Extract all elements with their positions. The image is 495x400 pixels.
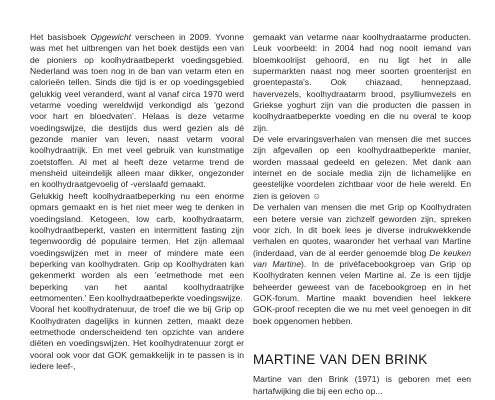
paragraph-text: Het basisboek	[30, 32, 91, 42]
paragraph-ervaringsverhalen: De vele ervaringsverhalen van mensen die met succes zijn afgevallen op een koolhydraatbeperkte manier, worden massaal gedeeld en gelezen. Met dank aan internet en de sociale media zijn de lichamelijke en geestelijke voordelen zichtbaar voor de hele wereld. En zien is geloven ☺	[253, 134, 471, 201]
paragraph-producten: gemaakt van vetarme naar koolhydraatarme producten. Leuk voorbeeld: in 2004 had nog nooit iemand van bloemkoolrijst gehoord, en nu ligt het in alle supermarkten naast nog meer soorten groenterijst en groentepasta's. Ook chiazaad, hennepzaad, havervezels, koolhydraatarm brood, psylliumvezels en Griekse yoghurt zijn van die producten die passen in koolhydraatbeperkte voeding en die nu overal te koop zijn.	[253, 32, 471, 133]
right-column	[253, 32, 471, 397]
paragraph-basisboek	[30, 32, 244, 191]
paragraph-martine-bio: Martine van den Brink (1971) is geboren met een hartafwijking die bij een echo op...	[253, 374, 471, 396]
section-heading: MARTINE VAN DEN BRINK	[253, 351, 428, 367]
paragraph-verhalen	[253, 202, 471, 327]
paragraph-text: ). In de privéfacebookgroep van Grip op Koolhydraten kennen velen Martine al. Ze is een tijdje beheerder geweest van de facebookgroep en in het GOK-forum. Martine maakt bovendien heel lekkere GOK-proof recepten die we nu met veel genoegen in dit boek opgenomen hebben.	[253, 258, 471, 326]
left-column	[30, 32, 244, 372]
book-title-italic: Opgewicht	[90, 32, 131, 42]
blog-title-italic: De keuken van Martine	[253, 247, 471, 269]
paragraph-koolhydratenuur: Vooral het koolhydratenuur, de troef die we bij Grip op Koolhydraten dagelijks in kunnen zetten, maakt deze eetmethode onderscheidend ten opzichte van andere diëten en voedingswijzen. Het koolhydratenuur zorgt er vooral ook voor dat GOK gemakkelijk in te passen is in iedere leef-,	[30, 304, 244, 371]
paragraph-koolhydraatbeperking: Gelukkig heeft koolhydraatbeperking nu een enorme opmars gemaakt en is het niet meer weg te denken in voedingsland. Ketogeen, low carb, koolhydraatarm, koolhydraatbeperkt, vasten en intermittent fasting zijn tegenwoordig dé populaire termen. Het zijn allemaal voedingswijzen met in meer of mindere mate een beperking van koolhydraten. Grip op Koolhydraten kan gekenmerkt worden als een 'eetmethode met een beperking van het aantal koolhydraatrijke eetmomenten.' Een koolhydraatbeperkte voedingswijze.	[30, 190, 244, 303]
paragraph-text: De verhalen van mensen die met Grip op Koolhydraten een betere versie van zichzelf geworden zijn, spreken voor zich. In dit boek lees je diverse indrukwekkende verhalen en quotes, waaronder het verhaal van Martine (inderdaad, van de al eerder genoemde blog	[253, 202, 471, 258]
paragraph-text: verscheen in 2009. Yvonne was met het uitbrengen van het boek destijds een van de pioniers op koolhydraatbeperkt voedingsgebied. Nederland was toen nog in de ban van vetarm eten en calorieën tellen. Sinds die tijd is er op voedingsgebied gelukkig veel veranderd, want al vanaf circa 1970 werd vetarme voeding wereldwijd verkondigd als 'gezond voor hart en bloedvaten'. Helaas is deze vetarme voedingswijze, die destijds dus werd gezien als dé gezonde manier van leven, naast vetarm vooral koolhydraatrijk. En met veel gebruik van kunstmatige zoetstoffen. Al met al heeft deze vetarme trend de mensheid uiteindelijk alleen maar dikker, ongezonder en koolhydraatgevoelig of -verslaafd gemaakt.	[30, 32, 244, 190]
